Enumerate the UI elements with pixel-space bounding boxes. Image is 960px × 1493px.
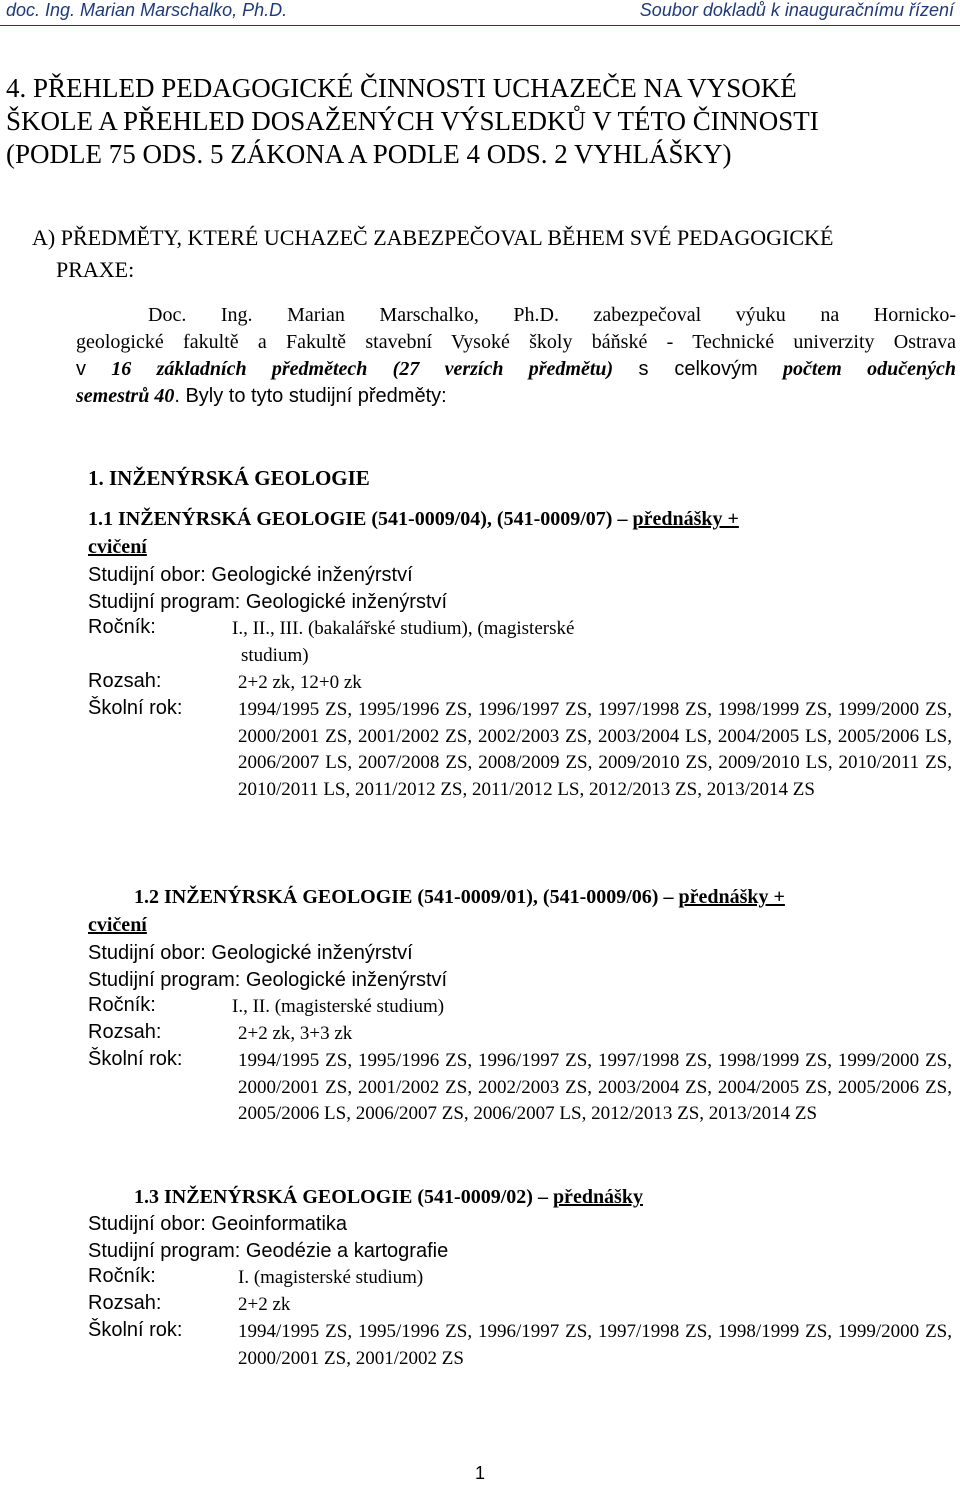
- year-label: Ročník:: [88, 1265, 156, 1287]
- school-year-label: Školní rok:: [88, 1048, 183, 1070]
- intro-line: geologické fakultě a Fakultě stavební Vysoké školy báňské - Technické univerzity Ostrava: [76, 331, 956, 353]
- subsection-title-line: A) PŘEDMĚTY, KTERÉ UCHAZEČ ZABEZPEČOVAL BĚHEM SVÉ PEDAGOGICKÉ: [32, 225, 834, 250]
- page-header: [0, 0, 960, 28]
- item-type: přednášky +: [632, 508, 739, 530]
- scope-value: 2+2 zk, 3+3 zk: [238, 1023, 353, 1044]
- school-year-value: 1994/1995 ZS, 1995/1996 ZS, 1996/1997 ZS, 1997/1998 ZS, 1998/1999 ZS, 1999/2000 ZS, 2000/2001 ZS, 2001/2002 ZS: [238, 1321, 952, 1369]
- item-type-continued: cvičení: [88, 914, 147, 936]
- intro-line: [76, 356, 956, 383]
- subject-heading: 1. INŽENÝRSKÁ GEOLOGIE: [88, 466, 370, 490]
- section-title: [6, 72, 956, 171]
- study-field-value: Geologické inženýrství: [211, 942, 413, 964]
- scope-label: Rozsah:: [88, 1021, 162, 1043]
- item-title: 1.3 INŽENÝRSKÁ GEOLOGIE (541-0009/02) – přednášky: [134, 1186, 643, 1208]
- section-title-line: ŠKOLE A PŘEHLED DOSAŽENÝCH VÝSLEDKŮ V TÉTO ČINNOSTI: [6, 106, 819, 136]
- year-value: I. (magisterské studium): [238, 1267, 424, 1288]
- scope-label: Rozsah:: [88, 670, 162, 692]
- study-program-value: Geologické inženýrství: [245, 969, 448, 991]
- year-value: I., II., III. (bakalářské studium), (magisterské studium): [232, 618, 575, 666]
- study-field-row: Studijní obor: Geologické inženýrství: [88, 564, 413, 586]
- intro-paragraph: [76, 302, 956, 410]
- school-year-value: 1994/1995 ZS, 1995/1996 ZS, 1996/1997 ZS, 1997/1998 ZS, 1998/1999 ZS, 1999/2000 ZS, 2000/2001 ZS, 2001/2002 ZS, 2002/2003 ZS, 2003/2004 LS, 2004/2005 LS, 2005/2006 LS, 2006/2007 LS, 2007/2008 ZS, 2008/2009 ZS, 2009/2010 ZS, 2009/2010 LS, 2010/2011 ZS, 2010/2011 LS, 2011/2012 ZS, 2011/2012 LS, 2012/2013 ZS, 2013/2014 ZS: [238, 699, 952, 800]
- item-title: 1.2 INŽENÝRSKÁ GEOLOGIE (541-0009/01), (541-0009/06) – přednášky +: [134, 886, 785, 908]
- item-title: 1.1 INŽENÝRSKÁ GEOLOGIE (541-0009/04), (541-0009/07) – přednášky +: [88, 508, 739, 530]
- study-program-row: Studijní program: Geologické inženýrství: [88, 969, 448, 991]
- intro-line: [76, 383, 956, 410]
- page-number: 1: [474, 1463, 485, 1483]
- subsection-title-line: PRAXE:: [56, 257, 135, 282]
- scope-value: 2+2 zk: [238, 1294, 291, 1315]
- school-year-label: Školní rok:: [88, 1319, 183, 1341]
- study-field-value: Geoinformatika: [211, 1213, 348, 1235]
- header-document-title: Soubor dokladů k inauguračnímu řízení: [639, 0, 954, 20]
- header-rule: [0, 25, 960, 26]
- school-year-label: Školní rok:: [88, 697, 183, 719]
- subsection-title: [32, 222, 957, 286]
- intro-emphasis: počtem odučených: [782, 358, 956, 380]
- intro-emphasis: semestrů 40: [76, 385, 175, 407]
- study-program-row: Studijní program: Geologické inženýrství: [88, 591, 448, 613]
- year-value: I., II. (magisterské studium): [232, 996, 445, 1017]
- item-type: přednášky: [552, 1186, 643, 1208]
- year-label: Ročník:: [88, 616, 156, 638]
- year-label: Ročník:: [88, 994, 156, 1016]
- scope-label: Rozsah:: [88, 1292, 162, 1314]
- study-field-row: Studijní obor: Geoinformatika: [88, 1213, 348, 1235]
- intro-line: Doc. Ing. Marian Marschalko, Ph.D. zabezpečoval výuku na Hornicko-: [148, 304, 956, 326]
- study-program-value: Geologické inženýrství: [245, 591, 448, 613]
- school-year-value: 1994/1995 ZS, 1995/1996 ZS, 1996/1997 ZS, 1997/1998 ZS, 1998/1999 ZS, 1999/2000 ZS, 2000/2001 ZS, 2001/2002 ZS, 2002/2003 ZS, 2003/2004 ZS, 2004/2005 ZS, 2005/2006 ZS, 2005/2006 LS, 2006/2007 ZS, 2006/2007 LS, 2012/2013 ZS, 2013/2014 ZS: [238, 1050, 952, 1124]
- section-title-line: (PODLE 75 ODS. 5 ZÁKONA A PODLE 4 ODS. 2 VYHLÁŠKY): [6, 139, 732, 169]
- intro-text: . Byly to tyto studijní předměty:: [174, 385, 447, 407]
- study-program-value: Geodézie a kartografie: [245, 1240, 449, 1262]
- section-title-line: 4. PŘEHLED PEDAGOGICKÉ ČINNOSTI UCHAZEČE NA VYSOKÉ: [6, 73, 797, 103]
- header-author: doc. Ing. Marian Marschalko, Ph.D.: [6, 0, 288, 20]
- item-type-continued: cvičení: [88, 536, 147, 558]
- study-field-row: Studijní obor: Geologické inženýrství: [88, 942, 413, 964]
- item-type: přednášky +: [678, 886, 785, 908]
- study-program-row: Studijní program: Geodézie a kartografie: [88, 1240, 449, 1262]
- intro-text: v: [76, 358, 86, 380]
- intro-text: s celkovým: [638, 358, 758, 380]
- intro-emphasis: 16 základních předmětech (27 verzích předmětu): [111, 358, 614, 380]
- study-field-value: Geologické inženýrství: [211, 564, 413, 586]
- scope-value: 2+2 zk, 12+0 zk: [238, 672, 362, 693]
